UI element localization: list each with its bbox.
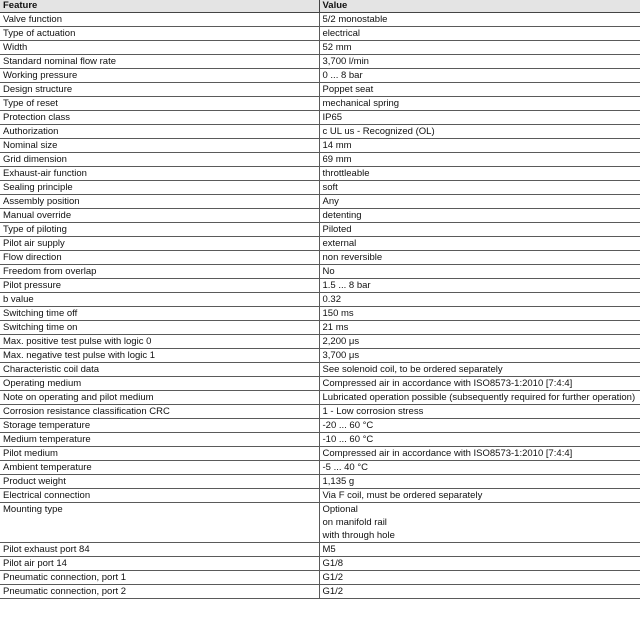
feature-cell: Working pressure bbox=[0, 69, 319, 83]
table-row bbox=[0, 125, 640, 139]
value-cell: non reversible bbox=[319, 251, 640, 265]
value-cell: Poppet seat bbox=[319, 83, 640, 97]
table-row bbox=[0, 419, 640, 433]
value-cell: 1,135 g bbox=[319, 475, 640, 489]
value-cell: 3,700 μs bbox=[319, 349, 640, 363]
table-row bbox=[0, 377, 640, 391]
table-header-row bbox=[0, 0, 640, 13]
value-line: with through hole bbox=[322, 530, 395, 541]
value-cell: 52 mm bbox=[319, 41, 640, 55]
table-row bbox=[0, 321, 640, 335]
feature-cell: Type of reset bbox=[0, 97, 319, 111]
feature-cell: Pilot pressure bbox=[0, 279, 319, 293]
table-row bbox=[0, 251, 640, 265]
feature-cell: Mounting type bbox=[0, 503, 319, 543]
value-cell: Piloted bbox=[319, 223, 640, 237]
value-cell: G1/8 bbox=[319, 557, 640, 571]
table-row bbox=[0, 111, 640, 125]
value-cell: detenting bbox=[319, 209, 640, 223]
table-row bbox=[0, 279, 640, 293]
table-row bbox=[0, 97, 640, 111]
feature-cell: Authorization bbox=[0, 125, 319, 139]
column-header-value: Value bbox=[319, 0, 640, 13]
value-cell: 3,700 l/min bbox=[319, 55, 640, 69]
value-cell: 150 ms bbox=[319, 307, 640, 321]
feature-cell: Sealing principle bbox=[0, 181, 319, 195]
feature-cell: Freedom from overlap bbox=[0, 265, 319, 279]
feature-cell: Electrical connection bbox=[0, 489, 319, 503]
value-cell: 69 mm bbox=[319, 153, 640, 167]
table-row bbox=[0, 69, 640, 83]
feature-cell: Product weight bbox=[0, 475, 319, 489]
feature-cell: Nominal size bbox=[0, 139, 319, 153]
feature-cell: Type of actuation bbox=[0, 27, 319, 41]
feature-cell: Type of piloting bbox=[0, 223, 319, 237]
table-row bbox=[0, 543, 640, 557]
feature-cell: Pilot air supply bbox=[0, 237, 319, 251]
feature-cell: Pilot exhaust port 84 bbox=[0, 543, 319, 557]
feature-cell: Flow direction bbox=[0, 251, 319, 265]
value-cell: 0 ... 8 bar bbox=[319, 69, 640, 83]
table-row bbox=[0, 195, 640, 209]
value-cell: electrical bbox=[319, 27, 640, 41]
table-row bbox=[0, 41, 640, 55]
feature-cell: Max. positive test pulse with logic 0 bbox=[0, 335, 319, 349]
feature-cell: Valve function bbox=[0, 13, 319, 27]
value-cell: -20 ... 60 °C bbox=[319, 419, 640, 433]
value-cell: throttleable bbox=[319, 167, 640, 181]
value-cell: Compressed air in accordance with ISO8573-1:2010 [7:4:4] bbox=[319, 377, 640, 391]
value-cell: Via F coil, must be ordered separately bbox=[319, 489, 640, 503]
table-row bbox=[0, 447, 640, 461]
table-row bbox=[0, 475, 640, 489]
value-cell: 14 mm bbox=[319, 139, 640, 153]
feature-cell: Grid dimension bbox=[0, 153, 319, 167]
table-row bbox=[0, 209, 640, 223]
value-cell: 0.32 bbox=[319, 293, 640, 307]
table-row bbox=[0, 363, 640, 377]
column-header-feature: Feature bbox=[0, 0, 319, 13]
table-row bbox=[0, 27, 640, 41]
table-row bbox=[0, 405, 640, 419]
value-cell: 2,200 μs bbox=[319, 335, 640, 349]
table-row bbox=[0, 265, 640, 279]
value-line: on manifold rail bbox=[322, 517, 387, 528]
value-cell: soft bbox=[319, 181, 640, 195]
table-row bbox=[0, 335, 640, 349]
feature-cell: Width bbox=[0, 41, 319, 55]
table-row bbox=[0, 433, 640, 447]
table-row bbox=[0, 55, 640, 69]
table-row bbox=[0, 293, 640, 307]
table-row bbox=[0, 461, 640, 475]
table-row bbox=[0, 557, 640, 571]
feature-cell: Manual override bbox=[0, 209, 319, 223]
table-row bbox=[0, 139, 640, 153]
value-cell: 5/2 monostable bbox=[319, 13, 640, 27]
value-cell: external bbox=[319, 237, 640, 251]
feature-cell: Ambient temperature bbox=[0, 461, 319, 475]
feature-cell: Switching time off bbox=[0, 307, 319, 321]
table-row bbox=[0, 571, 640, 585]
feature-cell: Pneumatic connection, port 1 bbox=[0, 571, 319, 585]
table-row bbox=[0, 391, 640, 405]
value-cell: G1/2 bbox=[319, 571, 640, 585]
table-row bbox=[0, 237, 640, 251]
value-cell: -5 ... 40 °C bbox=[319, 461, 640, 475]
value-cell: G1/2 bbox=[319, 585, 640, 599]
feature-cell: Switching time on bbox=[0, 321, 319, 335]
value-cell: See solenoid coil, to be ordered separately bbox=[319, 363, 640, 377]
feature-cell: Standard nominal flow rate bbox=[0, 55, 319, 69]
table-row bbox=[0, 167, 640, 181]
value-cell: c UL us - Recognized (OL) bbox=[319, 125, 640, 139]
feature-cell: Assembly position bbox=[0, 195, 319, 209]
value-cell: No bbox=[319, 265, 640, 279]
feature-cell: Storage temperature bbox=[0, 419, 319, 433]
table-row bbox=[0, 307, 640, 321]
feature-cell: Design structure bbox=[0, 83, 319, 97]
feature-cell: Pneumatic connection, port 2 bbox=[0, 585, 319, 599]
table-row bbox=[0, 489, 640, 503]
table-row bbox=[0, 503, 640, 543]
value-line: Optional bbox=[322, 504, 358, 515]
table-row bbox=[0, 585, 640, 599]
feature-cell: Corrosion resistance classification CRC bbox=[0, 405, 319, 419]
table-row bbox=[0, 83, 640, 97]
value-cell: M5 bbox=[319, 543, 640, 557]
feature-cell: Medium temperature bbox=[0, 433, 319, 447]
table-row bbox=[0, 153, 640, 167]
table-row bbox=[0, 181, 640, 195]
value-cell: Compressed air in accordance with ISO8573-1:2010 [7:4:4] bbox=[319, 447, 640, 461]
feature-cell: Pilot air port 14 bbox=[0, 557, 319, 571]
value-cell: Any bbox=[319, 195, 640, 209]
table-row bbox=[0, 349, 640, 363]
value-cell: IP65 bbox=[319, 111, 640, 125]
value-cell: -10 ... 60 °C bbox=[319, 433, 640, 447]
table-body bbox=[0, 13, 640, 599]
feature-cell: Protection class bbox=[0, 111, 319, 125]
feature-cell: Characteristic coil data bbox=[0, 363, 319, 377]
feature-cell: Pilot medium bbox=[0, 447, 319, 461]
value-cell: 1 - Low corrosion stress bbox=[319, 405, 640, 419]
feature-cell: Note on operating and pilot medium bbox=[0, 391, 319, 405]
table-row bbox=[0, 13, 640, 27]
value-cell: 1.5 ... 8 bar bbox=[319, 279, 640, 293]
value-cell: mechanical spring bbox=[319, 97, 640, 111]
value-cell: Lubricated operation possible (subsequently required for further operation) bbox=[319, 391, 640, 405]
table-row bbox=[0, 223, 640, 237]
value-cell bbox=[319, 503, 640, 543]
feature-cell: Exhaust-air function bbox=[0, 167, 319, 181]
feature-cell: b value bbox=[0, 293, 319, 307]
feature-cell: Operating medium bbox=[0, 377, 319, 391]
feature-cell: Max. negative test pulse with logic 1 bbox=[0, 349, 319, 363]
value-cell: 21 ms bbox=[319, 321, 640, 335]
